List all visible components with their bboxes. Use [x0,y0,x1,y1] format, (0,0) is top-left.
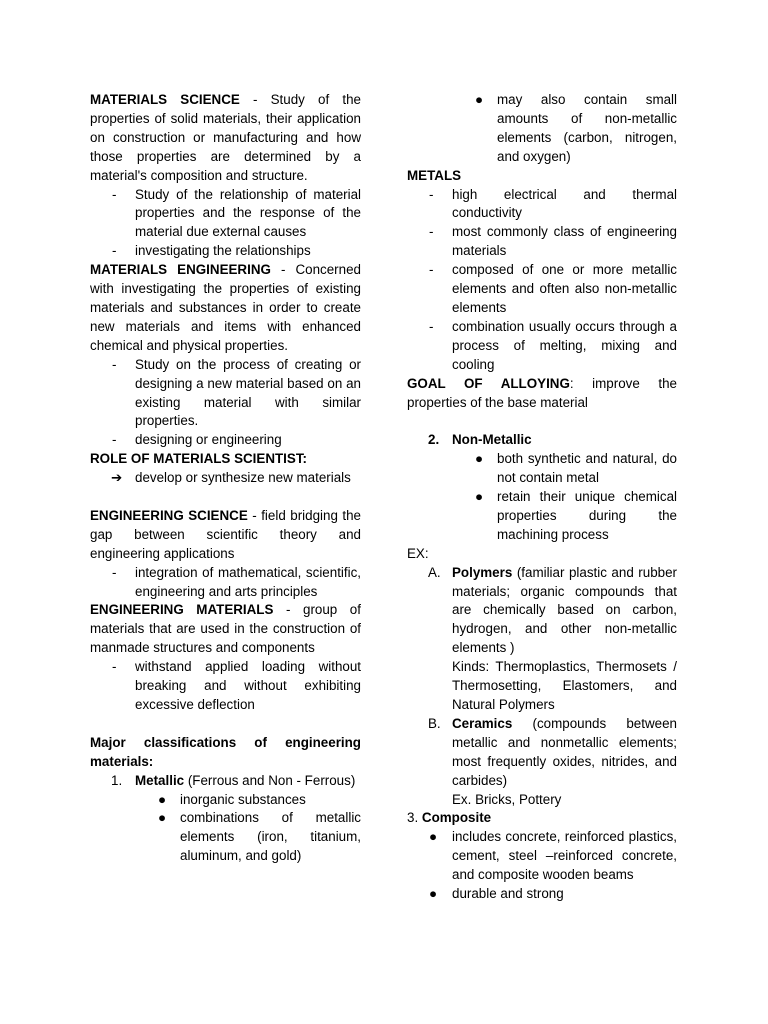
bullet-marker: ● [475,92,484,107]
list-item: ● both synthetic and natural, do not contain metal [475,451,677,486]
goal-of-alloying-term: GOAL OF ALLOYING [407,375,570,391]
list-item: - investigating the relationships [90,242,361,261]
major-classifications-heading: Major classifications of engineering materials: [90,734,361,769]
bullet-marker: ● [429,829,438,845]
list-item: ➔ develop or synthesize new materials [90,469,361,488]
list-item: - Study of the relationship of material properties and the response of the material due external causes [112,186,361,240]
list-item: ● combinations of metallic elements (iron, titanium, aluminum, and gold) [158,810,361,864]
engineering-materials-term: ENGINEERING MATERIALS [90,602,274,618]
materials-science-definition: - Study of the properties of solid materials, their application on construction or manufacturing and how those properties are determined by a material's composition and structure. [90,92,361,183]
dash-marker: - [112,243,117,259]
engineering-materials-paragraph [90,601,361,658]
left-column [90,91,361,866]
materials-science-term: MATERIALS SCIENCE [90,92,240,107]
metals-heading: METALS [407,167,462,183]
non-metallic-term: Non-Metallic [452,432,532,448]
metallic-term: Metallic [135,772,185,788]
bullet-marker: ● [158,810,167,826]
polymers-kinds: Kinds: Thermoplastics, Thermosets / Thermosetting, Elastomers, and Natural Polymers [452,659,677,712]
numbered-item-metallic [90,772,361,791]
list-item: - integration of mathematical, scientific, engineering and arts principles [112,564,361,599]
engineering-science-definition: - field bridging the gap between scientific theory and engineering applications [90,507,361,561]
list-item: - high electrical and thermal conductivity [429,186,677,221]
arrow-icon: ➔ [111,470,123,486]
ceramics-definition: (compounds between metallic and nonmetallic elements; most frequently oxides, nitrides, and carbides) [452,715,677,788]
spacer [407,412,677,431]
list-item: ● may also contain small amounts of non-metallic elements (carbon, nitrogen, and oxygen) [475,92,677,164]
numbered-item-non-metallic [407,431,677,450]
bullet-marker: ● [158,791,167,807]
dash-marker: - [112,564,117,580]
list-item: - composed of one or more metallic elements and often also non-metallic elements [429,262,677,315]
bullet-marker: ● [475,451,484,467]
dash-marker: - [429,262,434,278]
bullet-marker: ● [475,489,484,505]
letter-marker: B. [428,715,441,731]
dash-marker: - [429,224,434,240]
bullet-marker: ● [429,886,438,902]
list-item: ● retain their unique chemical properties during the machining process [475,489,677,542]
number-marker: 2. [428,432,440,448]
materials-engineering-paragraph [90,261,361,356]
list-item: - Study on the process of creating or designing a new material based on an existing material with similar properties. [112,356,361,429]
list-item: ● durable and strong [407,885,677,904]
list-item: - designing or engineering [90,431,361,450]
role-heading: ROLE OF MATERIALS SCIENTIST: [90,451,307,467]
polymers-term: Polymers [452,564,513,580]
dash-marker: - [112,186,117,202]
metallic-description: (Ferrous and Non - Ferrous) [184,772,356,788]
list-item: ● inorganic substances [90,791,361,810]
dash-marker: - [112,356,117,372]
composite-term: Composite [421,810,492,826]
dash-marker: - [112,659,117,675]
number-marker: 1. [111,772,123,788]
dash-marker: - [112,432,117,448]
materials-science-paragraph [90,91,361,186]
goal-of-alloying-definition: : improve the properties of the base material [407,375,677,410]
engineering-science-paragraph [90,507,361,564]
list-item: - withstand applied loading without breaking and without exhibiting excessive deflection [112,659,361,712]
list-item: ● includes concrete, reinforced plastics, cement, steel –reinforced concrete, and composite wooden beams [429,829,677,883]
goal-of-alloying-paragraph [407,375,677,413]
letter-marker: A. [428,564,441,580]
materials-engineering-definition: - Concerned with investigating the properties of existing materials and substances in order to create new materials and items with enhanced chemical and physical properties. [90,262,361,353]
number-marker: 3. [407,810,419,826]
polymers-definition: (familiar plastic and rubber materials; organic compounds that are chemically based on carbon, hydrogen, and other non-metallic elements ) [452,564,677,656]
list-item: - combination usually occurs through a process of melting, mixing and cooling [429,318,677,372]
dash-marker: - [429,318,434,334]
lettered-item-ceramics [407,715,677,791]
ceramics-term: Ceramics [452,715,513,731]
engineering-science-term: ENGINEERING SCIENCE [90,507,248,523]
lettered-item-polymers [407,564,677,659]
materials-engineering-term: MATERIALS ENGINEERING [90,262,271,278]
right-column [407,91,677,904]
spacer [90,715,361,734]
dash-marker: - [429,186,434,202]
ceramics-example: Ex. Bricks, Pottery [452,791,562,807]
composite-heading [407,809,677,828]
engineering-materials-definition: - group of materials that are used in the construction of manmade structures and components [90,602,361,656]
list-item: - most commonly class of engineering materials [429,224,677,259]
spacer [90,488,361,507]
example-label: EX: [407,545,429,561]
